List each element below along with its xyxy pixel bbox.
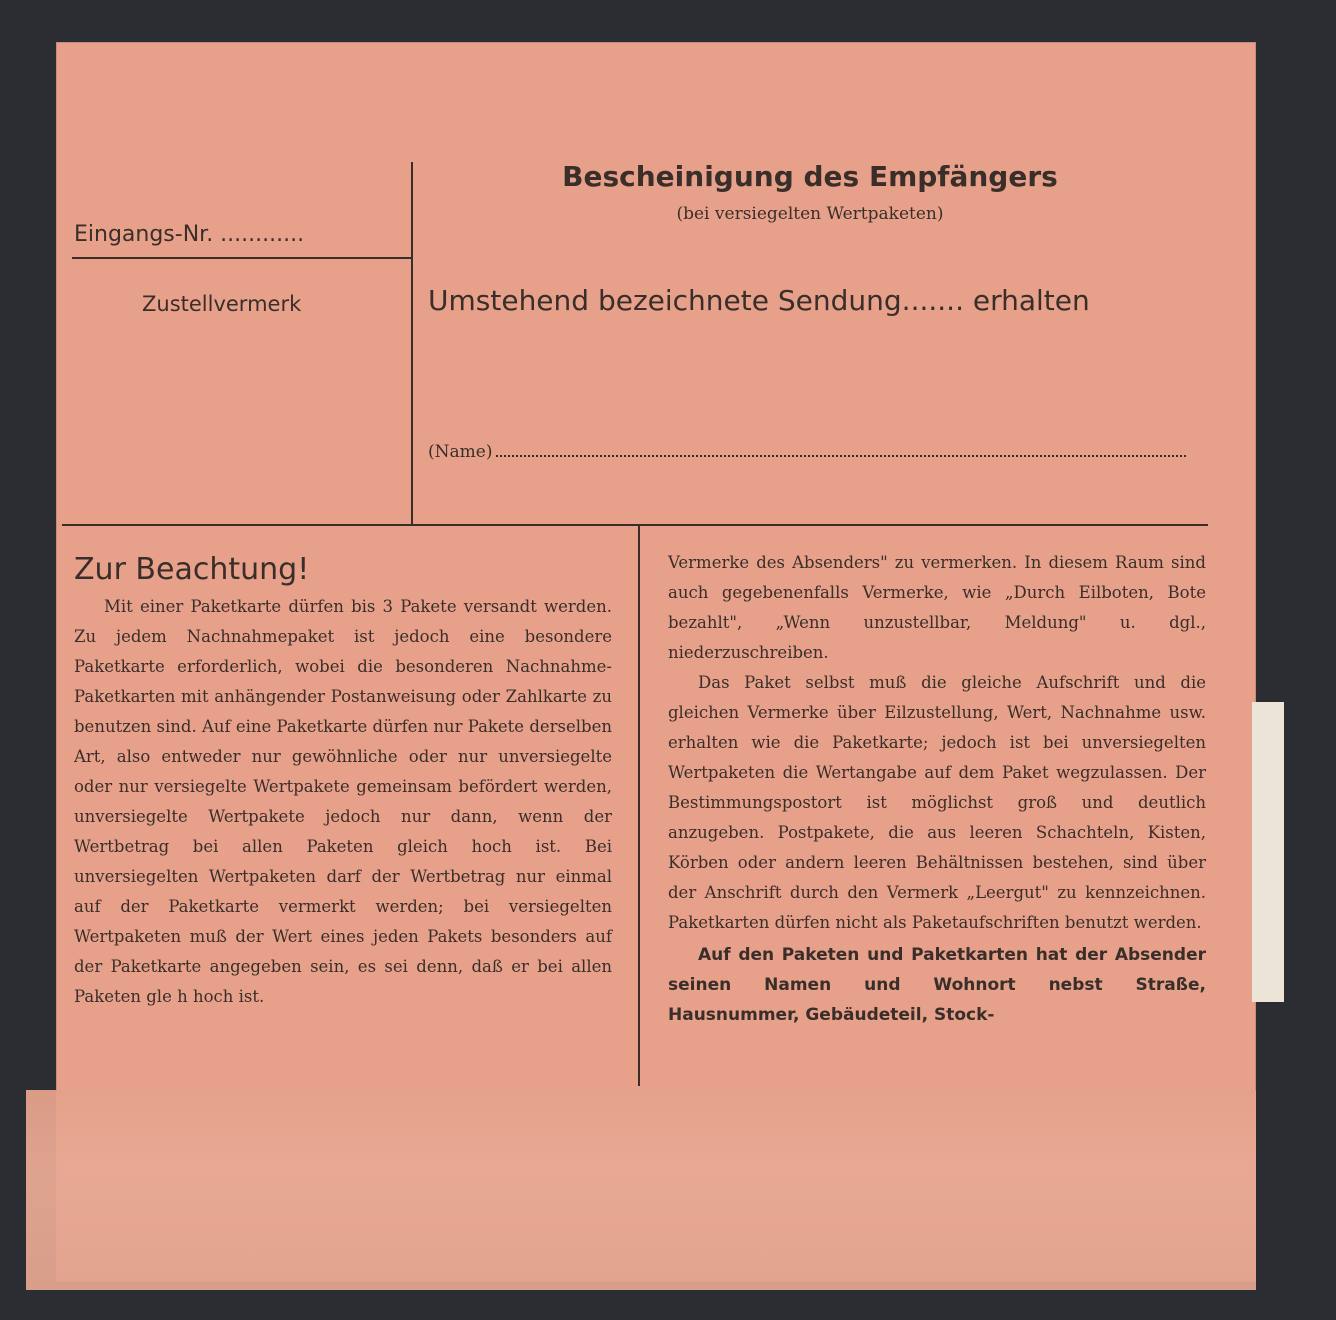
name-field[interactable] (496, 455, 1186, 457)
perforated-stub (1252, 702, 1284, 1002)
receipt-statement: Umstehend bezeichnete Sendung....... erhalten (428, 284, 1090, 317)
form-subtitle: (bei versiegelten Wertpaketen) (676, 204, 944, 224)
eingang-label: Eingangs-Nr. ............ (74, 222, 305, 247)
notice-heading: Zur Beachtung! (74, 552, 310, 587)
notice-right-text-1: Vermerke des Absenders" zu vermerken. In diesem Raum sind auch gegebenenfalls Vermerke, wie „Durch Eilboten, Bote bezahlt", „Wenn unzustellbar, Meldung" u. dgl., niederzuschreiben. (668, 553, 1206, 662)
divider-bottom-vertical (638, 526, 640, 1086)
form-title: Bescheinigung des Empfängers (562, 160, 1058, 193)
notice-right-column (668, 548, 1206, 1030)
notice-left-text: Mit einer Paketkarte dürfen bis 3 Pakete versandt werden. Zu jedem Nachnahmepaket ist jedoch eine besondere Paketkarte erforderlich, wobei die besonderen Nachnahme-Paketkarten mit anhängender Postanweisung oder Zahlkarte zu benutzen sind. Auf eine Paketkarte dürfen nur Pakete derselben Art, also entweder nur gewöhnliche oder nur unversiegelte oder nur versiegelte Wertpakete gemeinsam befördert werden, unversiegelte Wertpakete jedoch nur dann, wenn der Wertbetrag bei allen Paketen gleich hoch ist. Bei unversiegelten Wertpaketen darf der Wertbetrag nur einmal auf der Paketkarte vermerkt werden; bei versiegelten Wertpaketen muß der Wert eines jeden Pakets besonders auf der Paketkarte angegeben sein, es sei denn, daß er bei allen Paketen gle h hoch ist. (74, 597, 612, 1006)
notice-right-text-3: Auf den Paketen und Paketkarten hat der Absender seinen Namen und Wohnort nebst Straße, Hausnummer, Gebäudeteil, Stock- (668, 945, 1206, 1025)
divider-middle (62, 524, 1208, 526)
zustell-label: Zustellvermerk (142, 292, 302, 316)
notice-left-column (74, 592, 612, 1012)
divider-eingang (72, 257, 412, 259)
name-label: (Name) (428, 442, 493, 462)
folded-bottom-strip (26, 1090, 1256, 1290)
divider-top-vertical (411, 162, 413, 524)
notice-right-text-2: Das Paket selbst muß die gleiche Aufschrift und die gleichen Vermerke über Eilzustellung, Wert, Nachnahme usw. erhalten wie die Paketkarte; jedoch ist bei unversiegelten Wertpaketen die Wertangabe auf dem Paket wegzulassen. Der Bestimmungspostort ist möglichst groß und deutlich anzugeben. Postpakete, die aus leeren Schachteln, Kisten, Körben oder andern leeren Behältnissen bestehen, sind über der Anschrift durch den Vermerk „Leergut" zu kennzeichnen. Paketkarten dürfen nicht als Paketaufschriften benutzt werden. (668, 673, 1206, 932)
name-line (428, 442, 1198, 462)
